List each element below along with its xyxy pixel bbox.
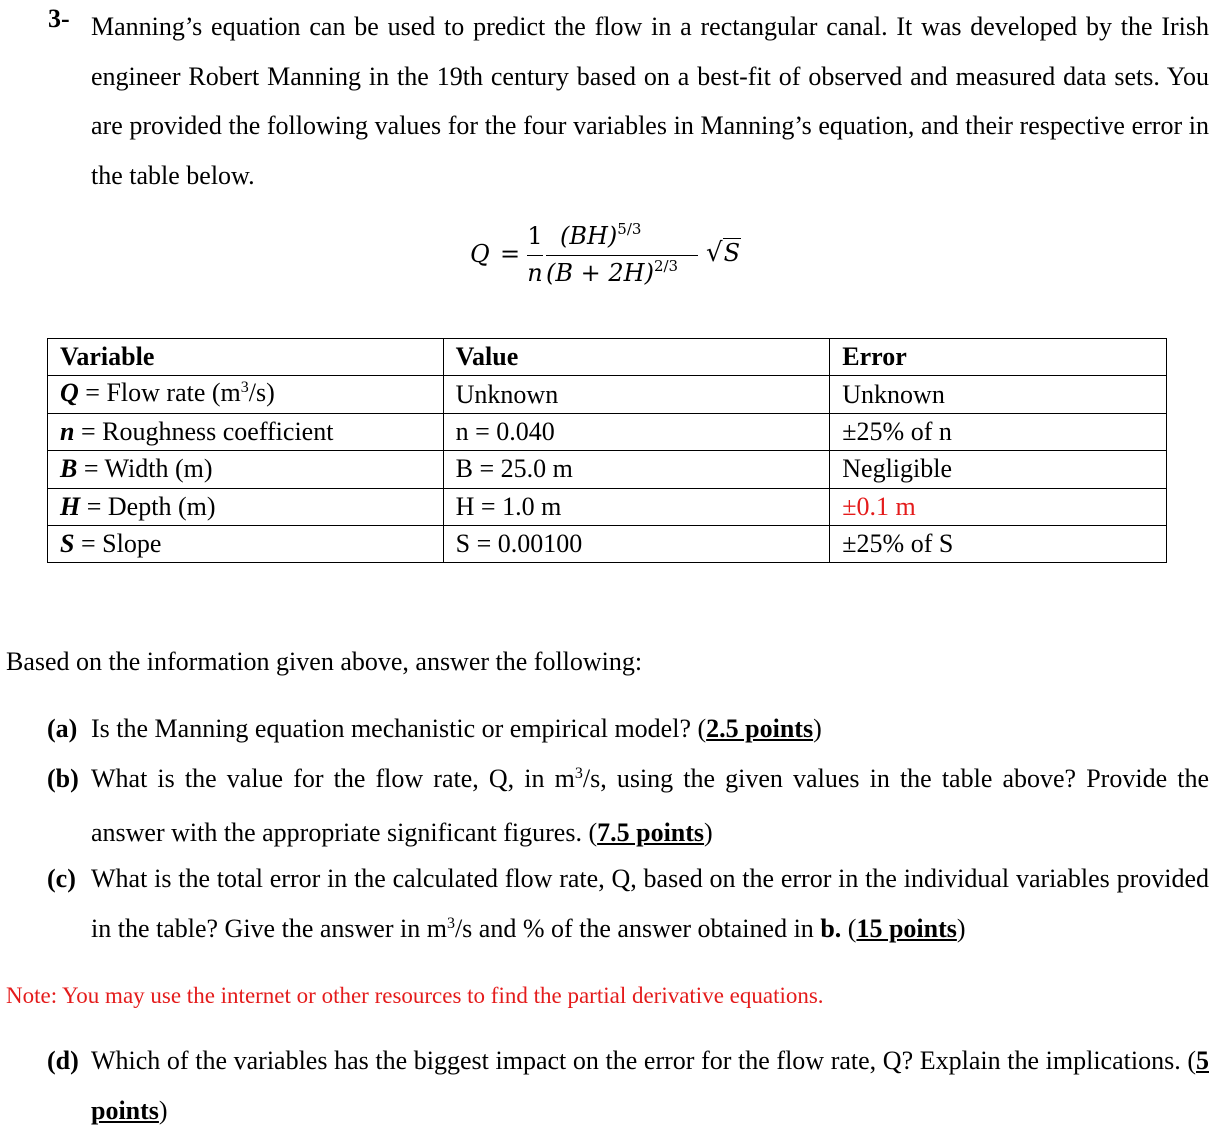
question-close: ): [158, 1095, 168, 1125]
question-text: [91, 1036, 1209, 1135]
denominator-exponent: 2/3: [653, 257, 679, 275]
variable-symbol: Q: [60, 377, 79, 407]
question-open: (: [841, 913, 857, 943]
variable-cell: [48, 376, 444, 413]
header-variable: Variable: [48, 339, 444, 376]
numerator-exponent: 5/3: [617, 220, 642, 238]
geometry-denominator: [546, 259, 698, 287]
variable-desc: = Width (m): [77, 454, 213, 484]
variable-desc: = Depth (m): [80, 491, 216, 521]
part-reference: b.: [820, 913, 842, 943]
manning-equation: [470, 222, 750, 298]
variable-symbol: S: [60, 529, 75, 559]
variable-cell: [48, 413, 444, 450]
question-text: [91, 704, 1209, 754]
table-row: [48, 413, 1167, 450]
value-cell: S = 0.00100: [443, 525, 830, 562]
question-label: (d): [47, 1046, 79, 1075]
table-row: [48, 525, 1167, 562]
table-row: [48, 488, 1167, 525]
questions-lead: Based on the information given above, answer the following:: [6, 647, 643, 676]
question-label: (c): [47, 864, 76, 893]
variable-symbol: B: [60, 454, 78, 484]
error-cell: Negligible: [830, 451, 1167, 488]
value-cell: n = 0.040: [443, 413, 830, 450]
question-text: [91, 754, 1209, 857]
numerator-base: (BH): [560, 222, 618, 250]
error-cell: ±25% of n: [830, 413, 1167, 450]
header-error: Error: [830, 339, 1167, 376]
denominator-base: (B + 2H): [546, 259, 654, 287]
points-label: 7.5 points: [597, 817, 705, 847]
points-label: 5 points: [91, 1046, 1209, 1125]
error-cell-highlighted: ±0.1 m: [830, 488, 1167, 525]
fraction-bar: [546, 255, 698, 256]
square-root: [706, 238, 741, 268]
variable-desc: = Roughness coefficient: [74, 416, 334, 446]
variable-desc-sup: 3: [240, 378, 249, 396]
radicand: S: [723, 239, 741, 267]
problem-intro: Manning’s equation can be used to predict the flow in a rectangular canal. It was developed by the Irish engineer Robert Manning in the 19th century based on a best-fit of observed and measured data sets. You are provided the following values for the four variables in Manning’s equation, and their respective error in the table below.: [91, 12, 1209, 190]
variables-table: [47, 338, 1167, 563]
question-text: [91, 854, 1209, 957]
equation-lhs: Q: [470, 240, 490, 268]
question-label: (a): [47, 714, 78, 743]
coefficient-numerator: 1: [527, 222, 543, 250]
fraction-bar: [527, 255, 543, 256]
variable-cell: [48, 488, 444, 525]
variable-symbol: H: [60, 491, 81, 521]
error-cell: ±25% of S: [830, 525, 1167, 562]
error-cell: Unknown: [830, 376, 1167, 413]
variable-cell: [48, 525, 444, 562]
question-body: Is the Manning equation mechanistic or empirical model? (: [91, 714, 707, 743]
unit-superscript: 3: [574, 765, 583, 782]
note-text: Note: You may use the internet or other resources to find the partial derivative equations.: [6, 983, 824, 1008]
question-a: [47, 704, 1209, 754]
question-body: Which of the variables has the biggest impact on the error for the flow rate, Q? Explain the implications. (: [91, 1046, 1196, 1075]
coefficient-denominator: n: [527, 259, 543, 287]
unit-superscript: 3: [446, 914, 455, 932]
geometry-numerator: [560, 222, 700, 250]
question-close: ): [704, 817, 713, 847]
variable-symbol: n: [60, 416, 75, 446]
points-label: 15 points: [856, 913, 957, 943]
question-body-cont: /s, using the given values in the table above? Provide the answer with the appropriate significant figures. (: [91, 764, 1209, 847]
question-label: (b): [47, 764, 79, 793]
variable-desc: = Slope: [74, 529, 162, 559]
question-number: 3-: [48, 4, 70, 33]
variable-desc: = Flow rate (m: [78, 377, 241, 407]
points-label: 2.5 points: [706, 714, 814, 743]
variable-desc-post: /s): [248, 377, 275, 407]
question-c: [47, 854, 1209, 954]
question-body-cont: /s and % of the answer obtained in: [454, 913, 821, 943]
question-d: [47, 1036, 1209, 1136]
header-value: Value: [443, 339, 830, 376]
table-row: [48, 451, 1167, 488]
equation-equals: =: [500, 240, 521, 268]
question-close: ): [813, 714, 822, 743]
question-body: What is the value for the flow rate, Q, in m: [91, 764, 575, 793]
value-cell: Unknown: [443, 376, 830, 413]
question-b: [47, 754, 1209, 854]
radical-sign: √: [706, 238, 723, 268]
table-header-row: [48, 339, 1167, 376]
value-cell: H = 1.0 m: [443, 488, 830, 525]
value-cell: B = 25.0 m: [443, 451, 830, 488]
variable-cell: [48, 451, 444, 488]
table-row: [48, 376, 1167, 413]
question-body: What is the total error in the calculated flow rate, Q, based on the error in the individual variables provided in the table? Give the answer in m: [91, 864, 1209, 943]
question-close: ): [956, 913, 966, 943]
